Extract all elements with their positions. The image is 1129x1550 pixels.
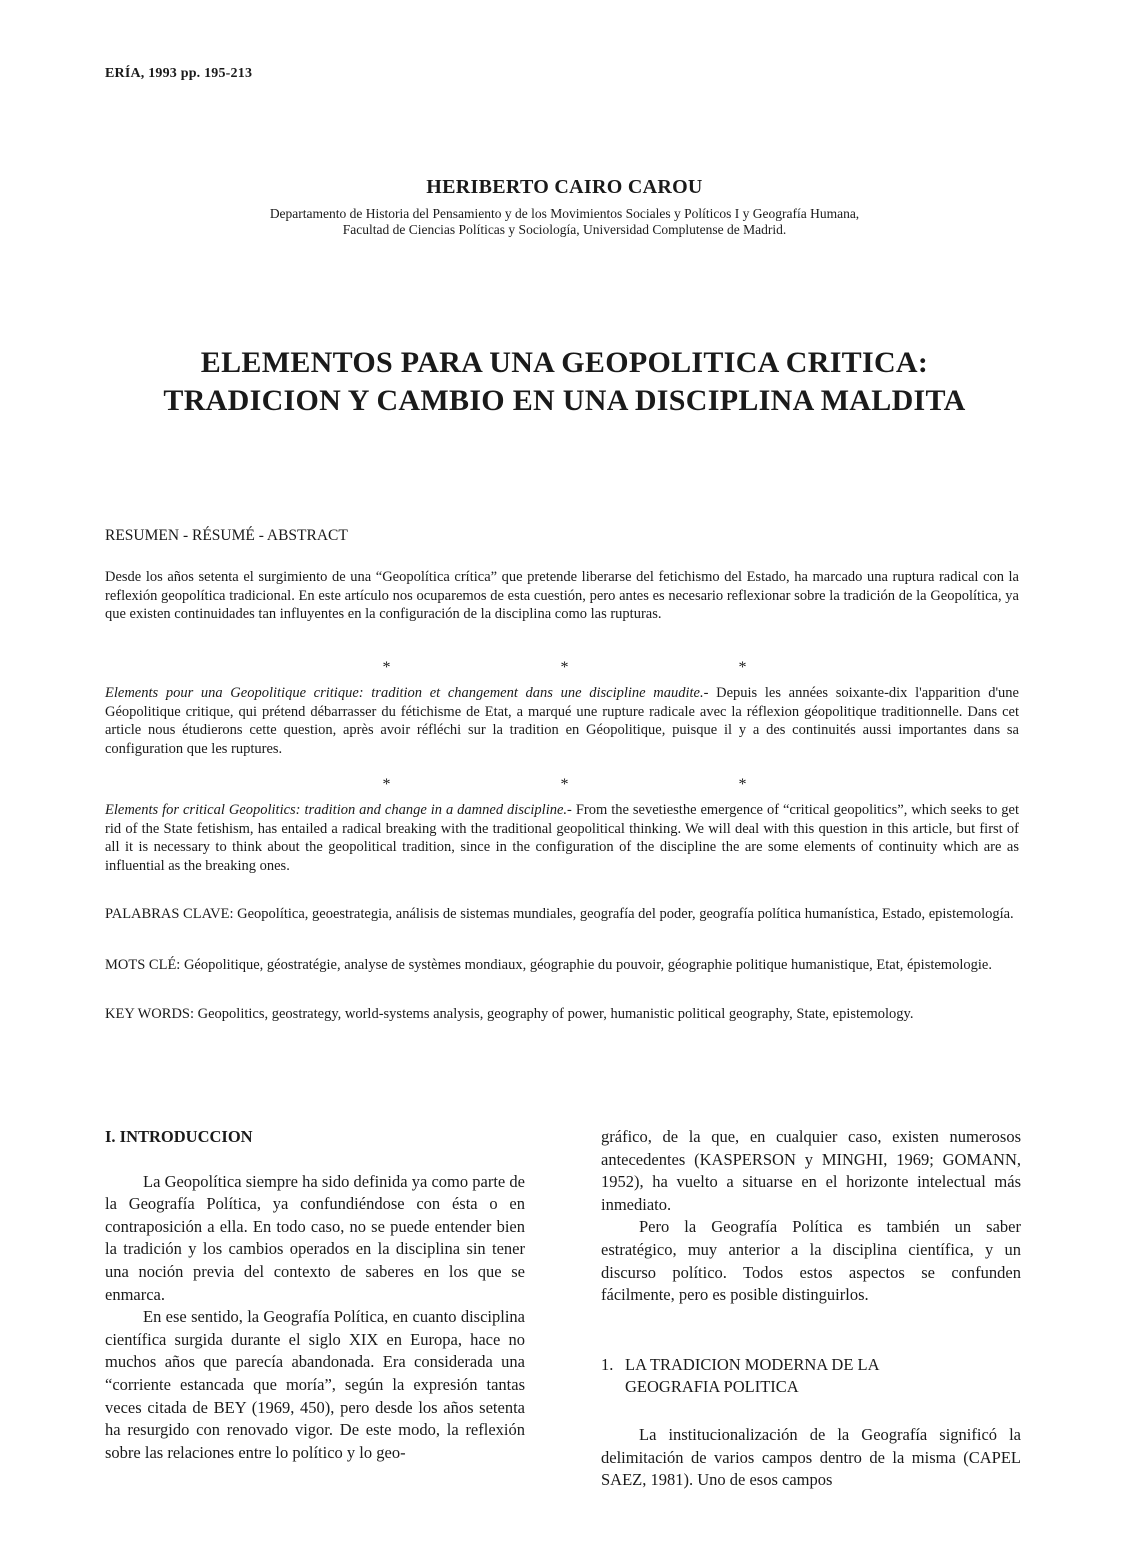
separator-stars xyxy=(0,659,1129,677)
affiliation-line-2: Facultad de Ciencias Políticas y Sociología, Universidad Complutense de Madrid. xyxy=(342,222,787,237)
body-paragraph: En ese sentido, la Geografía Política, en cuanto disciplina científica surgida durante el siglo XIX en Europa, hace no muchos años que parecía abandonada. Era considerada una “corriente estancada que moría”, según la expresión tantas veces citada de BEY (1969, 450), pero desde los años setenta ha resurgido con renovado vigor. De este modo, la reflexión sobre las relaciones entre lo político y lo geo- xyxy=(105,1307,525,1462)
keywords-french: MOTS CLÉ: Géopolitique, géostratégie, analyse de systèmes mondiaux, géographie du pouvoir, géographie politique humanistique, Etat, épistemologie. xyxy=(105,957,992,973)
abstract-heading: RESUMEN - RÉSUMÉ - ABSTRACT xyxy=(105,527,348,544)
abstract-french xyxy=(105,684,1019,758)
separator-stars xyxy=(0,776,1129,794)
abstract-english-body: From the sevetiesthe emergence of “critical geopolitics”, which seeks to get rid of the State fetishism, has entailed a radical breaking with the traditional geopolitical thinking. We will deal with this question in this article, but first of all it is necessary to think about the geopolitical tradition, since in the configuration of the discipline the are some elements of continuity which are as influential as the breaking ones. xyxy=(105,802,1019,874)
separator-star: * xyxy=(738,659,747,676)
body-paragraph: Pero la Geografía Política es también un saber estratégico, muy anterior a la disciplina científica, y un discurso político. Todos estos aspectos se confunden fácilmente, pero es posible distinguirlos. xyxy=(601,1217,1021,1305)
subsection-number: 1. xyxy=(601,1354,614,1374)
keywords-spanish: PALABRAS CLAVE: Geopolítica, geoestrategia, análisis de sistemas mundiales, geografía del poder, geografía política humanística, Estado, epistemología. xyxy=(105,906,1014,922)
title-line-2: TRADICION Y CAMBIO EN UNA DISCIPLINA MALDITA xyxy=(163,384,966,417)
body-column-right xyxy=(601,1126,1021,1492)
body-paragraph: gráfico, de la que, en cualquier caso, existen numerosos antecedentes (KASPERSON y MINGHI, 1969; GOMANN, 1952), ha vuelto a situarse en el horizonte intelectual más inmediato. xyxy=(601,1127,1021,1214)
section-title: I. INTRODUCCION xyxy=(105,1127,253,1146)
separator-star: * xyxy=(382,659,391,676)
journal-citation: ERÍA, 1993 pp. 195-213 xyxy=(105,66,253,81)
author-affiliation xyxy=(0,206,1129,238)
body-paragraph: La Geopolítica siempre ha sido definida ya como parte de la Geografía Política, ya confundiéndose con ésta o en contraposición a ella. En todo caso, no se puede entender bien la tradición y los cambios operados en la disciplina sin tener una noción previa del contexto de saberes en los que se enmarca. xyxy=(105,1171,525,1304)
keywords-english: KEY WORDS: Geopolitics, geostrategy, world-systems analysis, geography of power, humanistic political geography, State, epistemology. xyxy=(105,1006,914,1022)
subsection-title-line-1: LA TRADICION MODERNA DE LA xyxy=(625,1354,880,1374)
title-line-1: ELEMENTOS PARA UNA GEOPOLITICA CRITICA: xyxy=(200,346,929,379)
author-name: HERIBERTO CAIRO CAROU xyxy=(426,176,703,198)
separator-star: * xyxy=(738,776,747,793)
subsection-title-line-2: GEOGRAFIA POLITICA xyxy=(625,1377,799,1397)
abstract-english-title: Elements for critical Geopolitics: tradition and change in a damned discipline.- xyxy=(105,802,572,818)
affiliation-line-1: Departamento de Historia del Pensamiento y de los Movimientos Sociales y Políticos I y Geografía Humana, xyxy=(269,206,860,221)
abstract-english xyxy=(105,801,1019,875)
body-column-left xyxy=(105,1126,525,1464)
body-paragraph: La institucionalización de la Geografía significó la delimitación de varios campos dentro de la misma (CAPEL SAEZ, 1981). Uno de esos campos xyxy=(601,1424,1021,1490)
abstract-spanish: Desde los años setenta el surgimiento de una “Geopolítica crítica” que pretende liberarse del fetichismo del Estado, ha marcado una ruptura radical con la reflexión geopolítica tradicional. En este artículo nos ocuparemos de esta cuestión, pero antes es necesario reflexionar sobre la tradición de la Geopolítica, ya que existen continuidades tan influyentes en la configuración de la disciplina como las rupturas. xyxy=(105,569,1019,622)
paper-title xyxy=(0,344,1129,420)
separator-star: * xyxy=(560,659,569,676)
separator-star: * xyxy=(382,776,391,793)
abstract-french-title: Elements pour una Geopolitique critique: tradition et changement dans une discipline maudite.- xyxy=(105,685,709,701)
abstract-french-body: Depuis les années soixante-dix l'apparition d'une Géopolitique critique, qui prétend débarrasser du fétichisme de Etat, a marqué une rupture radicale avec la réflexion géopolitique traditionnelle. Dans cet article nous étudierons cette question, après avoir réfléchi sur la tradition en Géopolitique, puisque il y a des continuités aussi importantes dans sa configuration que les ruptures. xyxy=(105,685,1019,757)
separator-star: * xyxy=(560,776,569,793)
subsection-heading xyxy=(601,1354,1021,1399)
